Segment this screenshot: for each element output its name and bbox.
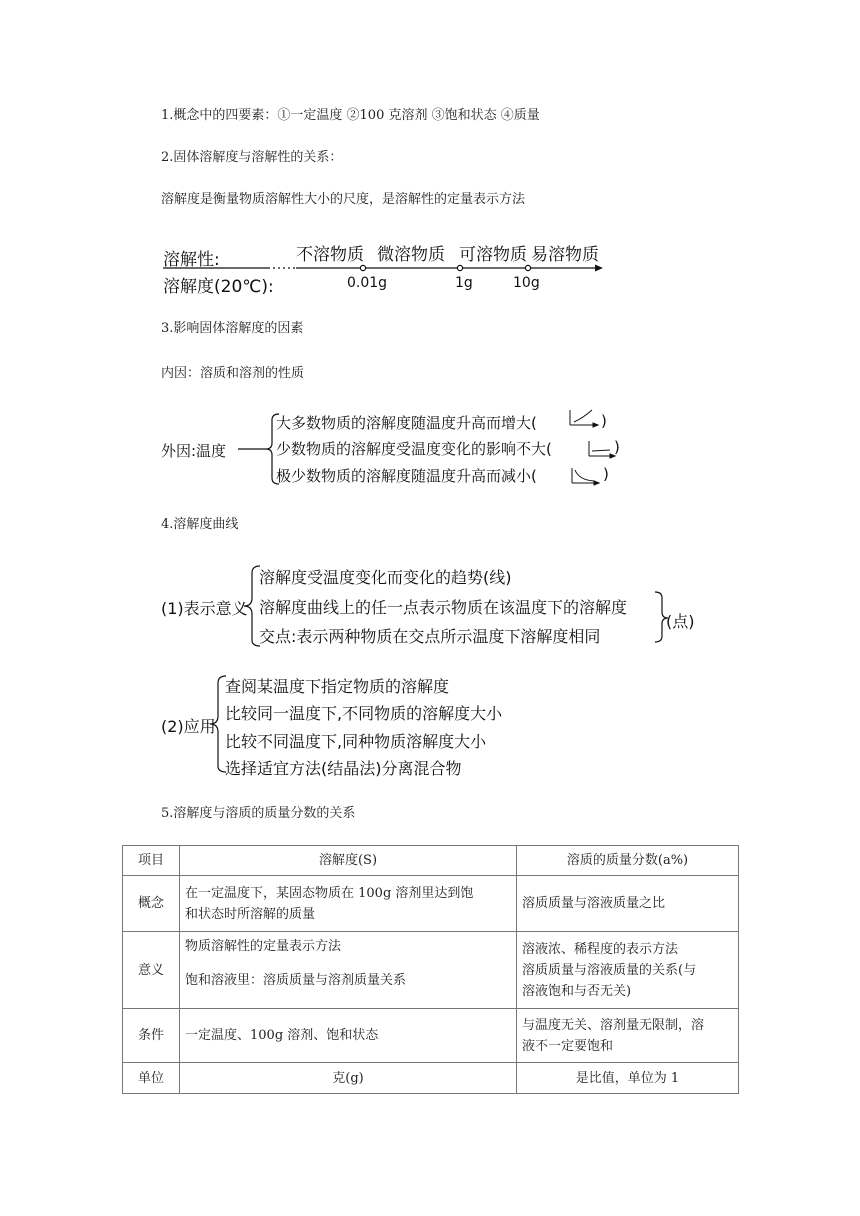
- external-factor-item: 大多数物质的溶解度随温度升高而增大(: [276, 414, 537, 432]
- tick-label: 1g: [455, 275, 473, 291]
- application-item: 选择适宜方法(结晶法)分离混合物: [225, 759, 462, 778]
- table-header-cell: 溶解度(S): [180, 846, 517, 876]
- close-paren: ): [603, 465, 609, 483]
- category-soluble: 可溶物质: [459, 245, 527, 265]
- cell-line: 克(g): [332, 1070, 364, 1086]
- cell-line: 物质溶解性的定量表示方法: [185, 939, 342, 954]
- application-label: (2)应用: [161, 717, 216, 736]
- category-insoluble: 不溶物质: [296, 245, 364, 265]
- row-item-cell: 概念: [123, 876, 180, 932]
- section-2-text: 溶解度是衡量物质溶解性大小的尺度，是溶解性的定量表示方法: [161, 192, 526, 207]
- cell-line: 溶液浓、稀程度的表示方法: [522, 941, 679, 957]
- table-row: [123, 1063, 739, 1094]
- row-item-cell: 意义: [123, 932, 180, 1009]
- external-factor-item: 极少数物质的溶解度随温度升高而减小(: [276, 467, 537, 485]
- section-2-heading: 2.固体溶解度与溶解性的关系：: [161, 150, 343, 165]
- close-paren: ): [614, 438, 620, 456]
- solubility-row-label: 溶解性:: [163, 250, 220, 270]
- category-easily-soluble: 易溶物质: [531, 245, 599, 265]
- section-1-heading: 1.概念中的四要素：①一定温度 ②100 克溶剂 ③饱和状态 ④质量: [161, 108, 540, 123]
- application-item: 查阅某温度下指定物质的溶解度: [225, 677, 450, 696]
- meaning-item: 交点:表示两种物质在交点所示温度下溶解度相同: [259, 627, 601, 646]
- table-header-row: [123, 846, 739, 876]
- cell-line: 一定温度、100g 溶剂、饱和状态: [185, 1028, 379, 1043]
- section-5-heading: 5.溶解度与溶质的质量分数的关系: [161, 806, 356, 821]
- category-slightly-soluble: 微溶物质: [377, 245, 445, 265]
- section-3-heading: 3.影响固体溶解度的因素: [161, 321, 304, 336]
- table-row: [123, 932, 739, 1009]
- external-factor-label: 外因:温度: [161, 442, 227, 460]
- mass-fraction-cell: [517, 932, 739, 1009]
- meaning-item: 溶解度曲线上的任一点表示物质在该温度下的溶解度: [259, 598, 628, 617]
- solubility-cell: [180, 1009, 517, 1063]
- application-item: 比较同一温度下,不同物质的溶解度大小: [225, 704, 503, 723]
- mass-fraction-cell: [517, 1063, 739, 1094]
- row-item-cell: 单位: [123, 1063, 180, 1094]
- solubility-cell: [180, 1063, 517, 1094]
- solubility-degree-row-label: 溶解度(20℃):: [163, 277, 274, 297]
- table-header-cell: 项目: [123, 846, 180, 876]
- section-4-heading: 4.溶解度曲线: [161, 517, 239, 532]
- cell-line: 在一定温度下，某固态物质在 100g 溶剂里达到饱: [185, 885, 474, 901]
- cell-line: 溶质质量与溶液质量的关系(与: [522, 962, 697, 978]
- cell-line: 和状态时所溶解的质量: [185, 906, 316, 922]
- section-3-inner-factor: 内因：溶质和溶剂的性质: [161, 366, 305, 381]
- tick-label: 0.01g: [347, 275, 388, 291]
- application-item: 比较不同温度下,同种物质溶解度大小: [225, 732, 487, 751]
- cell-line: 液不一定要饱和: [522, 1038, 614, 1054]
- cell-line: 与温度无关、溶剂量无限制，溶: [522, 1017, 705, 1033]
- solubility-cell: [180, 876, 517, 932]
- close-paren: ): [601, 412, 607, 430]
- solubility-cell: [180, 932, 517, 1009]
- meaning-item: 溶解度受温度变化而变化的趋势(线): [259, 568, 512, 587]
- comparison-table: [122, 845, 739, 1094]
- table-row: [123, 876, 739, 932]
- row-item-cell: 条件: [123, 1009, 180, 1063]
- mass-fraction-cell: [517, 1009, 739, 1063]
- cell-line: 饱和溶液里：溶质质量与溶剂质量关系: [185, 973, 407, 988]
- external-factor-item: 少数物质的溶解度受温度变化的影响不大(: [276, 440, 552, 458]
- table-header-cell: 溶质的质量分数(a%): [517, 846, 739, 876]
- tick-label: 10g: [513, 275, 540, 291]
- meaning-point-note: (点): [666, 612, 695, 631]
- table-row: [123, 1009, 739, 1063]
- meaning-label: (1)表示意义: [161, 599, 248, 618]
- cell-line: 溶液饱和与否无关): [522, 983, 632, 999]
- mass-fraction-cell: [517, 876, 739, 932]
- cell-line: 是比值，单位为 1: [575, 1070, 680, 1086]
- cell-line: 溶质质量与溶液质量之比: [522, 896, 666, 911]
